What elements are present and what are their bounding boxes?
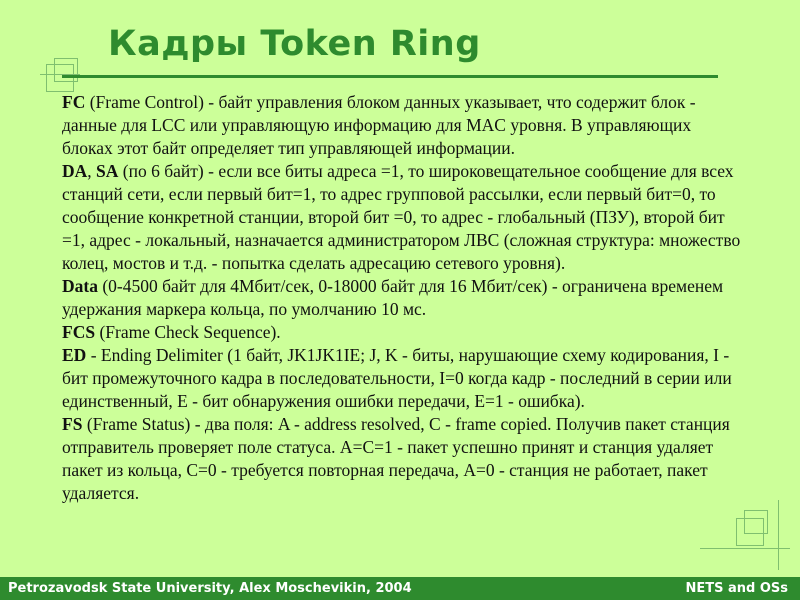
decoration-square-top-left-inner — [54, 58, 78, 82]
term-fc: FC — [62, 92, 86, 112]
paragraph-fs — [62, 413, 742, 505]
term-fcs: FCS — [62, 322, 96, 342]
paragraph-text: (Frame Check Sequence). — [95, 322, 281, 342]
term-fs: FS — [62, 414, 83, 434]
paragraph-da-sa — [62, 160, 742, 275]
title-underline — [62, 75, 718, 78]
footer-bar — [0, 577, 800, 600]
decoration-square-bottom-right-inner — [744, 510, 768, 534]
footer-author: Petrozavodsk State University, Alex Moschevikin, 2004 — [8, 581, 412, 596]
term-data: Data — [62, 276, 98, 296]
paragraph-text: (по 6 байт) - если все биты адреса =1, то широковещательное сообщение для всех станций сети, если первый бит=1, то адрес групповой рассылки, если первый бит=0, то сообщение конкретной станции, второй бит =0, то адрес - глобальный (ПЗУ), второй бит =1, адрес - локальный, назначается администратором ЛВС (сложная структура: множество колец, мостов и т.д. - попытка сделать адресацию сетевого уровня). — [62, 161, 741, 273]
paragraph-fcs — [62, 321, 742, 344]
term-da: DA — [62, 161, 88, 181]
decoration-line-bottom-right-h — [700, 548, 790, 549]
slide-body — [62, 91, 742, 505]
paragraph-text: (Frame Status) - два поля: A - address resolved, C - frame copied. Получив пакет станция отправитель проверяет поле статуса. A=C=1 - пакет успешно принят и станция удаляет пакет из кольца, C=0 - требуется повторная передача, A=0 - станция не работает, пакет удаляется. — [62, 414, 730, 503]
paragraph-data — [62, 275, 742, 321]
term-sa: SA — [96, 161, 119, 181]
term-separator: , — [87, 161, 97, 181]
decoration-line-bottom-right-v — [778, 500, 779, 570]
paragraph-text: (Frame Control) - байт управления блоком данных указывает, что содержит блок - данные для LCC или управляющую информацию для MAC уровня. В управляющих блоках этот байт определяет тип управляющей информации. — [62, 92, 696, 158]
paragraph-text: (0-4500 байт для 4Мбит/сек, 0-18000 байт для 16 Мбит/сек) - ограничена временем удержания маркера кольца, по умолчанию 10 мс. — [62, 276, 724, 319]
paragraph-text: - Ending Delimiter (1 байт, JK1JK1IE; J, K - биты, нарушающие схему кодирования, I - бит промежуточного кадра в последовательности, I=0 когда кадр - последний в серии или единственный, E - бит обнаружения ошибки передачи, E=1 - ошибка). — [62, 345, 732, 411]
footer-course: NETS and OSs — [685, 581, 788, 596]
paragraph-fc — [62, 91, 742, 160]
term-ed: ED — [62, 345, 87, 365]
paragraph-ed — [62, 344, 742, 413]
slide-title: Кадры Token Ring — [108, 24, 481, 64]
